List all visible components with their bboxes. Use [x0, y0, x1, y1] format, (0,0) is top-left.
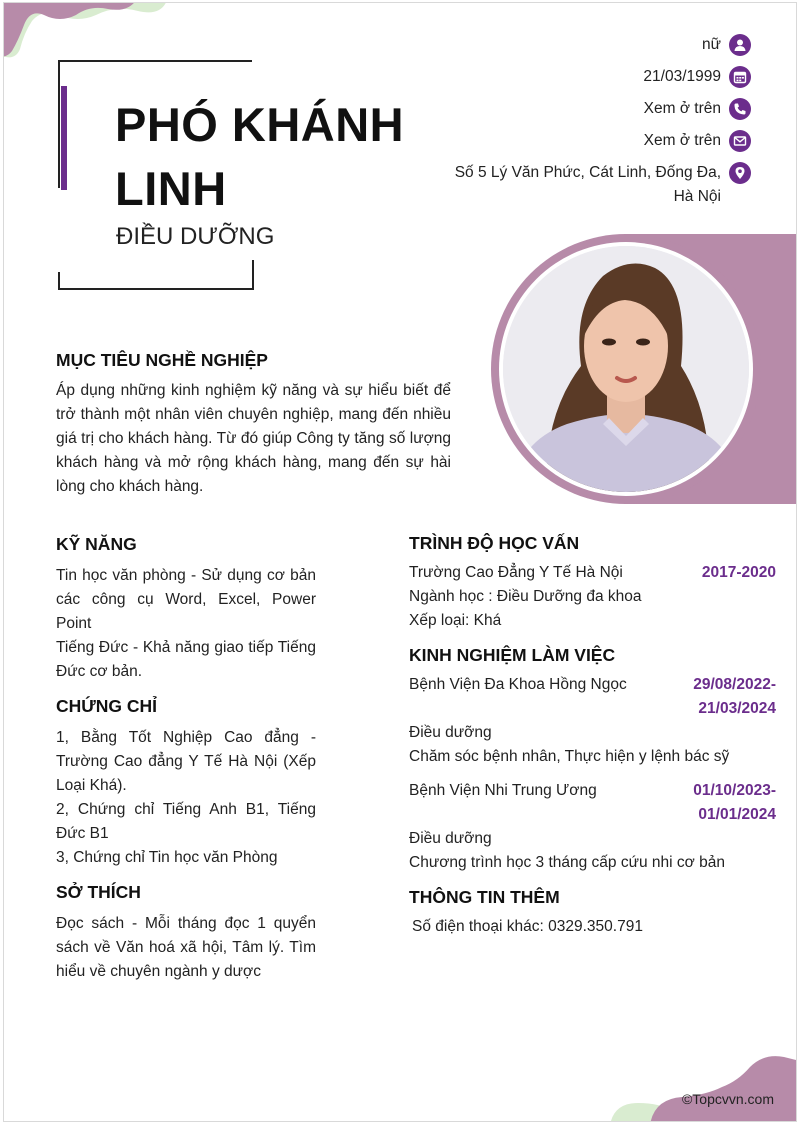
right-column — [409, 533, 776, 939]
contact-phone — [391, 97, 751, 121]
additional-heading: THÔNG TIN THÊM — [409, 887, 560, 907]
job-position: Điều dưỡng — [409, 724, 492, 741]
section-education — [409, 533, 776, 633]
certificates-heading: CHỨNG CHỈ — [56, 696, 158, 716]
birthday-text: 21/03/1999 — [643, 68, 721, 85]
contact-email — [391, 129, 751, 153]
section-additional — [409, 887, 776, 939]
job-position: Điều dưỡng — [409, 830, 492, 847]
phone-text: Xem ở trên — [643, 100, 721, 117]
education-heading: TRÌNH ĐỘ HỌC VẤN — [409, 533, 580, 553]
contact-list — [391, 33, 751, 217]
job-entry — [409, 673, 776, 769]
skills-heading: KỸ NĂNG — [56, 534, 137, 554]
certificate-item: 3, Chứng chỉ Tin học văn Phòng — [56, 849, 278, 866]
objective-text: Áp dụng những kinh nghiệm kỹ năng và sự hiểu biết để trở thành một nhân viên chuyên nghiệp, mang đến nhiều giá trị cho khách hàng. Từ đó giúp Công ty tăng số lượng khách hàng và mở rộng khách hàng, mang đến sự hài lòng cho khách hàng. — [56, 382, 451, 495]
job-dates: 29/08/2022- 21/03/2024 — [693, 676, 776, 717]
email-text: Xem ở trên — [643, 132, 721, 149]
section-skills — [56, 534, 316, 684]
job-description: Chương trình học 3 tháng cấp cứu nhi cơ bản — [409, 854, 725, 871]
contact-gender — [391, 33, 751, 57]
hobbies-text: Đọc sách - Mỗi tháng đọc 1 quyển sách về Văn hoá xã hội, Tâm lý. Tìm hiểu về chuyên ngành y dược — [56, 915, 316, 980]
job-entry — [409, 779, 776, 875]
additional-text: Số điện thoại khác: 0329.350.791 — [412, 918, 643, 935]
section-hobbies — [56, 882, 316, 984]
education-period: 2017-2020 — [701, 564, 776, 581]
section-objective — [56, 350, 451, 499]
profile-photo — [503, 246, 749, 492]
decor-blob-bottom-right — [610, 1053, 797, 1122]
location-pin-icon — [729, 162, 751, 184]
section-certificates — [56, 696, 316, 870]
gender-text: nữ — [702, 36, 721, 53]
education-school: Trường Cao Đẳng Y Tế Hà Nội — [409, 564, 623, 581]
experience-heading: KINH NGHIỆM LÀM VIỆC — [409, 645, 616, 665]
section-experience — [409, 645, 776, 875]
full-name: PHÓ KHÁNH LINH — [115, 98, 405, 215]
email-icon — [729, 130, 751, 152]
skill-item: Tin học văn phòng - Sử dụng cơ bản các công cụ Word, Excel, Power Point — [56, 567, 316, 632]
cv-page — [3, 2, 797, 1122]
job-dates: 01/10/2023- 01/01/2024 — [693, 782, 776, 823]
left-column — [56, 534, 316, 996]
contact-address — [391, 161, 751, 209]
accent-bar — [61, 86, 67, 190]
skill-item: Tiếng Đức - Khả năng giao tiếp Tiếng Đức cơ bản. — [56, 639, 316, 680]
address-text: Số 5 Lý Văn Phức, Cát Linh, Đống Đa, Hà Nội — [454, 164, 721, 205]
objective-heading: MỤC TIÊU NGHỀ NGHIỆP — [56, 350, 268, 370]
education-major: Ngành học : Điều Dưỡng đa khoa — [409, 588, 642, 605]
contact-birthday — [391, 65, 751, 89]
decor-blob-top-left — [3, 2, 168, 67]
user-icon — [729, 34, 751, 56]
job-company: Bệnh Viện Nhi Trung Ương — [409, 782, 597, 799]
certificate-item: 2, Chứng chỉ Tiếng Anh B1, Tiếng Đức B1 — [56, 801, 316, 842]
hobbies-heading: SỞ THÍCH — [56, 882, 141, 902]
education-grade: Xếp loại: Khá — [409, 612, 502, 629]
calendar-icon — [729, 66, 751, 88]
phone-icon — [729, 98, 751, 120]
certificate-item: 1, Bằng Tốt Nghiệp Cao đẳng - Trường Cao đẳng Y Tế Hà Nội (Xếp Loại Khá). — [56, 729, 316, 794]
job-company: Bệnh Viện Đa Khoa Hồng Ngọc — [409, 676, 627, 693]
job-description: Chăm sóc bệnh nhân, Thực hiện y lệnh bác sỹ — [409, 748, 730, 765]
copyright: ©Topcvvn.com — [681, 1091, 774, 1107]
job-title: ĐIỀU DƯỠNG — [116, 223, 275, 250]
